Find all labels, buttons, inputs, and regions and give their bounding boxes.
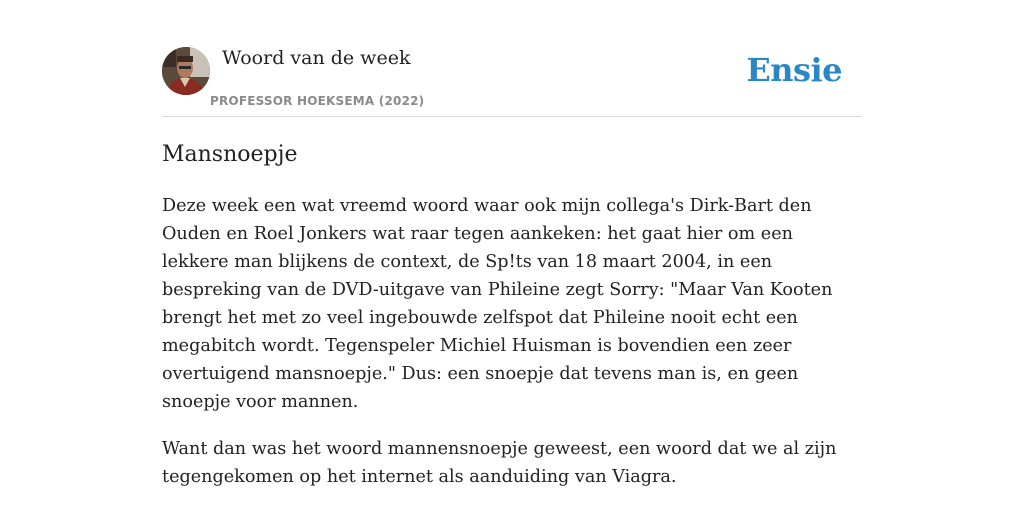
paragraph: Want dan was het woord mannensnoepje geweest, een woord dat we al zijn tegengekomen op het internet als aanduiding van Viagra.: [162, 439, 837, 487]
paragraph: Deze week een wat vreemd woord waar ook mijn collega's Dirk-Bart den Ouden en Roel Jonkers wat raar tegen aankeken: het gaat hier om een lekkere man blijkens de context, de Sp!ts van 18 maart 2004, in een bespreking van de DVD-uitgave van Phileine zegt Sorry: "Maar Van Kooten brengt het met zo veel ingebouwde zelfspot dat Phileine nooit echt een megabitch wordt. Tegenspeler Michiel Huisman is bovendien een zeer overtuigend mansnoepje." Dus: een snoepje dat tevens man is, en geen snoepje voor mannen.: [162, 196, 833, 412]
header: [162, 0, 862, 117]
series-title[interactable]: Woord van de week: [222, 47, 411, 69]
author-avatar[interactable]: [162, 47, 210, 95]
entry-body: [162, 192, 864, 510]
article-card: [162, 0, 862, 512]
author-name[interactable]: PROFESSOR HOEKSEMA (2022): [210, 94, 425, 108]
author-portrait-icon: [162, 47, 210, 95]
entry-title: Mansnoepje: [162, 142, 298, 167]
ensie-logo[interactable]: Ensie: [746, 51, 842, 89]
